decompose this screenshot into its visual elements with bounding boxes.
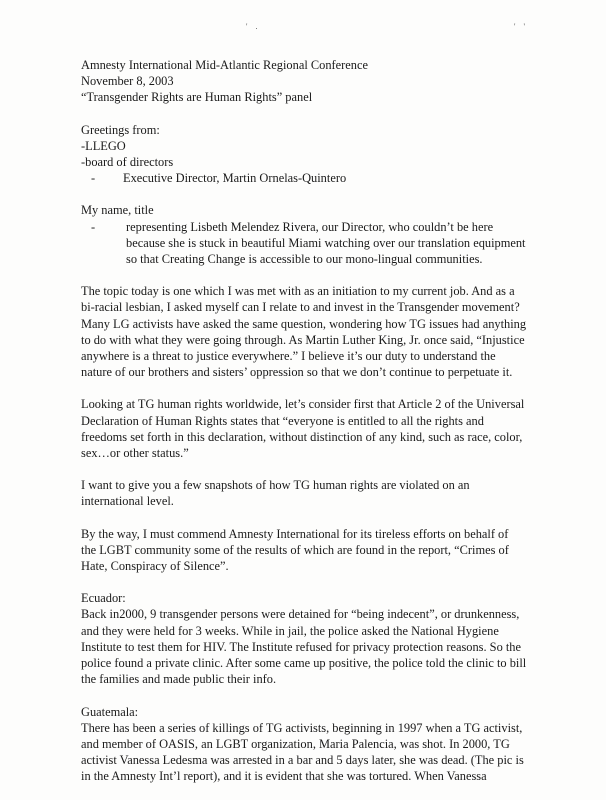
intro-title: My name, title bbox=[81, 203, 154, 218]
paragraph-article-2 bbox=[81, 396, 569, 461]
greetings-sub-item bbox=[81, 170, 569, 186]
greetings-item: -LLEGO bbox=[81, 138, 126, 153]
paragraph-line: Looking at TG human rights worldwide, let’s consider first that Article 2 of the Universal bbox=[81, 397, 525, 412]
section-heading: Ecuador: bbox=[81, 591, 126, 606]
paragraph-line: Many LG activists have asked the same question, wondering how TG issues had anything bbox=[81, 316, 527, 331]
paragraph-line: There has been a series of killings of TG activists, beginning in 1997 when a TG activist, bbox=[81, 720, 523, 735]
paragraph-line: Institute to test them for HIV. The Institute refused for privacy protection reasons. So the bbox=[81, 639, 521, 654]
header-block bbox=[81, 57, 569, 106]
paragraph-commend bbox=[81, 526, 569, 575]
bullet-dash: - bbox=[91, 219, 96, 234]
intro-block bbox=[81, 202, 569, 267]
paragraph-snapshots bbox=[81, 477, 569, 509]
executive-director: Executive Director, Martin Ornelas-Quintero bbox=[123, 171, 347, 186]
paragraph-line: the families and made public their info. bbox=[81, 672, 277, 687]
scan-speck: ' ' bbox=[514, 22, 528, 31]
paragraph-line: The topic today is one which I was met with as an initiation to my current job. And as a bbox=[81, 284, 515, 299]
conference-title: Amnesty International Mid-Atlantic Regional Conference bbox=[81, 58, 368, 72]
panel-title: “Transgender Rights are Human Rights” panel bbox=[81, 90, 313, 105]
intro-line: because she is stuck in beautiful Miami watching over our translation equipment bbox=[126, 235, 526, 250]
paragraph-line: nature of our brothers and sisters’ oppression so that we don’t continue to perpetuate it. bbox=[81, 365, 513, 380]
bullet-dash: - bbox=[91, 171, 96, 186]
intro-line: so that Creating Change is accessible to our mono-lingual communities. bbox=[126, 252, 483, 267]
section-guatemala bbox=[81, 704, 569, 785]
section-ecuador bbox=[81, 590, 569, 687]
greetings-item: -board of directors bbox=[81, 155, 174, 170]
intro-line: representing Lisbeth Melendez Rivera, our Director, who couldn’t be here bbox=[126, 219, 494, 234]
paragraph-line: and member of OASIS, an LGBT organization, Maria Palencia, was shot. In 2000, TG bbox=[81, 736, 510, 751]
paragraph-line: and they were held for 3 weeks. While in jail, the police asked the National Hygiene bbox=[81, 623, 499, 638]
paragraph-line: the LGBT community some of the results of which are found in the report, “Crimes of bbox=[81, 542, 509, 557]
greetings-title: Greetings from: bbox=[81, 122, 160, 137]
scan-specks bbox=[0, 22, 606, 32]
paragraph-line: I want to give you a few snapshots of how TG human rights are violated on an bbox=[81, 478, 470, 493]
conference-date: November 8, 2003 bbox=[81, 74, 174, 89]
document-body bbox=[81, 57, 569, 785]
paragraph-line: bi-racial lesbian, I asked myself can I relate to and invest in the Transgender movement? bbox=[81, 300, 520, 315]
paragraph-line: activist Vanessa Ledesma was arrested in a bar and 5 days later, she was dead. (The pic is bbox=[81, 753, 524, 768]
paragraph-line: police found a private clinic. After some came up positive, the police told the clinic to bill bbox=[81, 656, 527, 671]
paragraph-line: in the Amnesty Int’l report), and it is evident that she was tortured. When Vanessa bbox=[81, 769, 487, 784]
section-heading: Guatemala: bbox=[81, 704, 139, 719]
scan-speck: ' . bbox=[246, 22, 261, 31]
paragraph-line: Back in2000, 9 transgender persons were detained for “being indecent”, or drunkenness, bbox=[81, 607, 520, 622]
greetings-block bbox=[81, 122, 569, 187]
paragraph-line: international level. bbox=[81, 494, 174, 509]
paragraph-line: sex…or other status.” bbox=[81, 446, 189, 461]
paragraph-line: Declaration of Human Rights states that “everyone is entitled to all the rights and bbox=[81, 413, 484, 428]
paragraph-topic bbox=[81, 283, 569, 380]
paragraph-line: freedoms set forth in this declaration, without distinction of any kind, such as race, color, bbox=[81, 429, 523, 444]
paragraph-line: to do with what they were going through. As Martin Luther King, Jr. once said, “Injustice bbox=[81, 332, 525, 347]
paragraph-line: Hate, Conspiracy of Silence”. bbox=[81, 559, 229, 574]
paragraph-line: By the way, I must commend Amnesty International for its tireless efforts on behalf of bbox=[81, 526, 509, 541]
paragraph-line: anywhere is a threat to justice everywhere.” I believe it’s our duty to understand the bbox=[81, 349, 496, 364]
intro-item bbox=[81, 219, 569, 268]
